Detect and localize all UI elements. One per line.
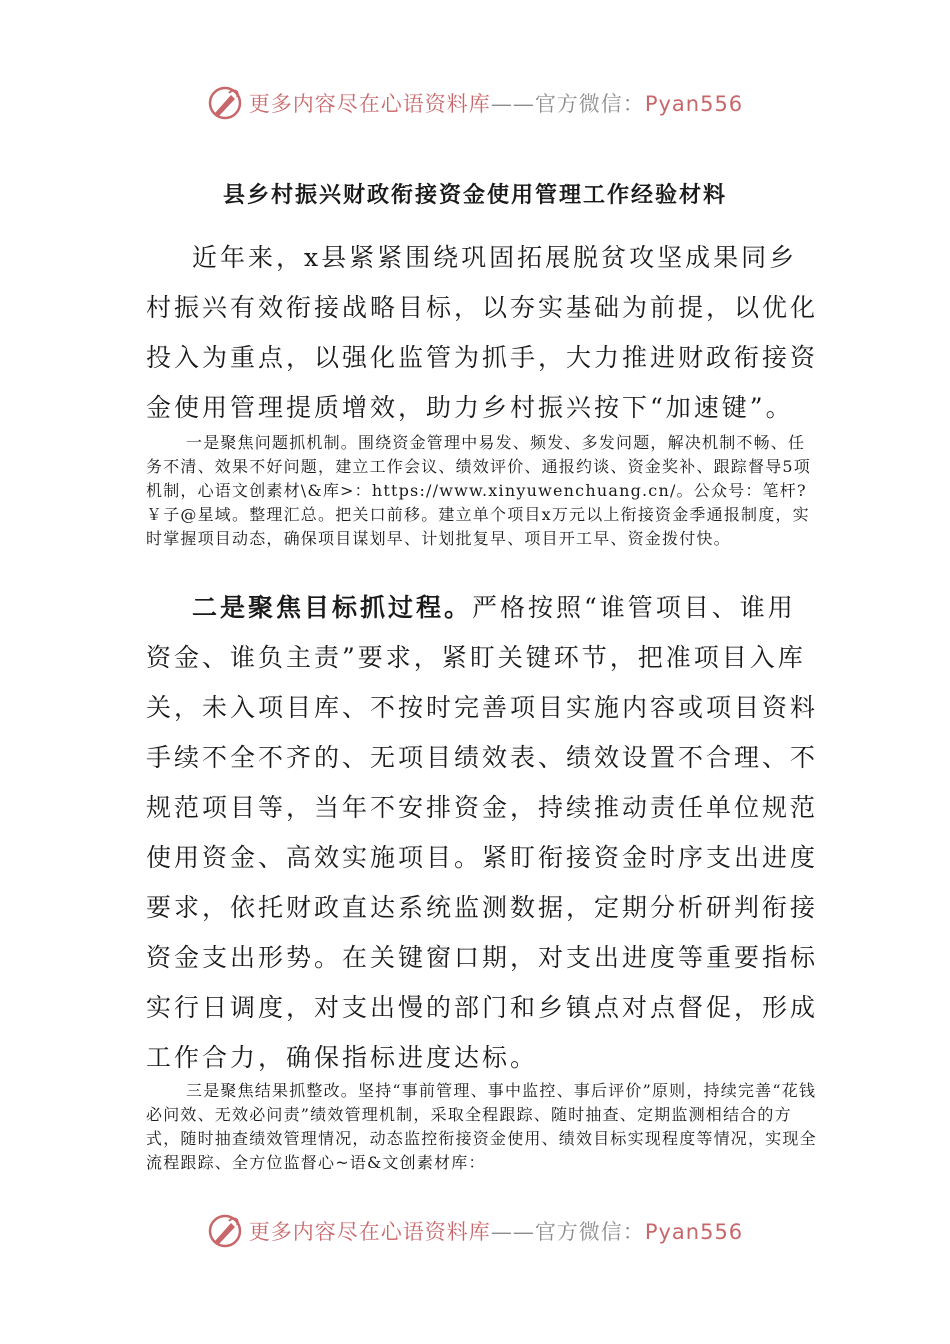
banner-label: 官方微信： bbox=[534, 92, 645, 116]
section-1-paragraph: 一是聚焦问题抓机制。围绕资金管理中易发、频发、多发问题，解决机制不畅、任务不清、效果不好问题，建立工作会议、绩效评价、通报约谈、资金奖补、跟踪督导5项机制，心语文创素材\&库>：https://www.xinyuwenchuang.cn/。公众号：笔杆?￥子@星域。整理汇总。把关口前移。建立单个项目x万元以上衔接资金季通报制度，实时掌握项目动态，确保项目谋划早、计划批复早、项目开工早、资金拨付快。 bbox=[146, 433, 811, 548]
banner-main: 更多内容尽在心语资料库 bbox=[248, 92, 491, 116]
banner-text bbox=[249, 88, 743, 118]
banner-handle: Pyan556 bbox=[644, 1220, 744, 1244]
banner-dash: —— bbox=[490, 92, 535, 116]
section-2-body: 严格按照“谁管项目、谁用资金、谁负主责”要求，紧盯关键环节，把准项目入库关，未入项目库、不按时完善项目实施内容或项目资料手续不全不齐的、无项目绩效表、绩效设置不合理、不规范项目等，当年不安排资金，持续推动责任单位规范使用资金、高效实施项目。紧盯衔接资金时序支出进度要求，依托财政直达系统监测数据，定期分析研判衔接资金支出形势。在关键窗口期，对支出进度等重要指标实行日调度，对支出慢的部门和乡镇点对点督促，形成工作合力，确保指标进度达标。 bbox=[146, 593, 819, 1072]
header-banner bbox=[0, 80, 950, 126]
banner-label: 官方微信： bbox=[534, 1220, 645, 1244]
banner-handle: Pyan556 bbox=[644, 92, 744, 116]
banner-text bbox=[249, 1216, 743, 1246]
banner-dash: —— bbox=[490, 1220, 535, 1244]
section-3-paragraph: 三是聚焦结果抓整改。坚持“事前管理、事中监控、事后评价”原则，持续完善“花钱必问效、无效必问责”绩效管理机制，采取全程跟踪、随时抽查、定期监测相结合的方式，随时抽查绩效管理情况，动态监控衔接资金使用、绩效目标实现程度等情况，实现全流程跟踪、全方位监督心~语&文创素材库： bbox=[146, 1081, 817, 1172]
intro-paragraph: 近年来，x县紧紧围绕巩固拓展脱贫攻坚成果同乡村振兴有效衔接战略目标，以夯实基础为前提，以优化投入为重点，以强化监管为抓手，大力推进财政衔接资金使用管理提质增效，助力乡村振兴按下“加速键”。 bbox=[146, 243, 819, 422]
section-2-paragraph bbox=[146, 583, 818, 1083]
pen-logo-icon bbox=[207, 85, 243, 121]
section-2-lead: 二是聚焦目标抓过程。 bbox=[192, 593, 473, 622]
document-title: 县乡村振兴财政衔接资金使用管理工作经验材料 bbox=[222, 182, 727, 208]
footer-banner bbox=[0, 1208, 950, 1254]
banner-main: 更多内容尽在心语资料库 bbox=[248, 1220, 491, 1244]
pen-logo-icon bbox=[207, 1213, 243, 1249]
